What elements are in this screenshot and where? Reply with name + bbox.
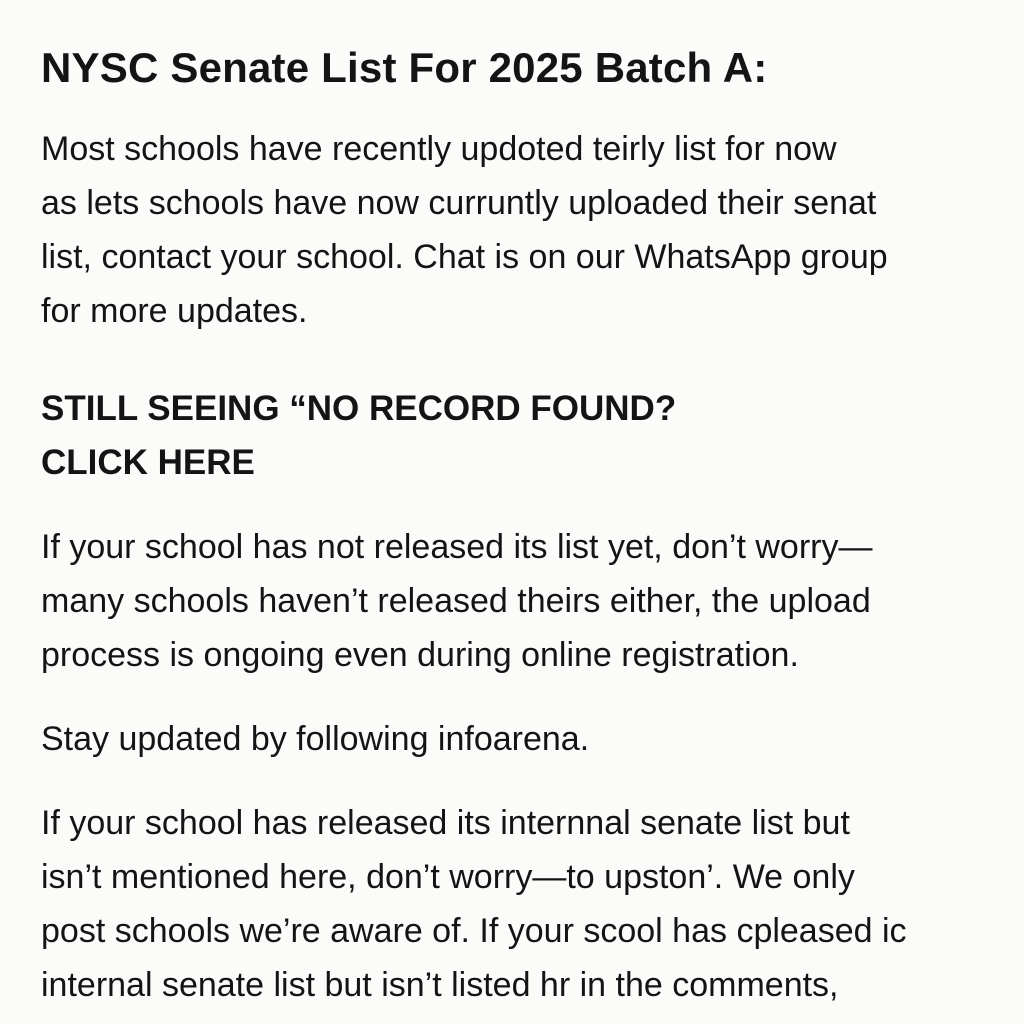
paragraph-line: If your school has released its internnal senate list but	[41, 804, 850, 842]
paragraph-line: internal senate list but isn’t listed hr in the comments,	[41, 966, 839, 1004]
click-here-link[interactable]: CLICK HERE	[41, 443, 255, 482]
intro-paragraph	[41, 122, 984, 338]
no-record-found-heading[interactable]	[41, 382, 984, 490]
no-record-found-text: STILL SEEING “NO RECORD FOUND?	[41, 389, 677, 428]
stay-updated-paragraph: Stay updated by following infoarena.	[41, 720, 590, 758]
intro-line: for more updates.	[41, 292, 308, 330]
paragraph-line: post schools we’re aware of. If your scool has cpleased ic	[41, 912, 907, 950]
paragraph-line: isn’t mentioned here, don’t worry—to upston’. We only	[41, 858, 855, 896]
intro-line: Most schools have recently updoted teirly list for now	[41, 130, 837, 168]
intro-line: list, contact your school. Chat is on our WhatsApp group	[41, 238, 888, 276]
paragraph-line: If your school has not released its list yet, don’t worry—	[41, 528, 873, 566]
intro-line: as lets schools have now curruntly uploaded their senat	[41, 184, 877, 222]
paragraph-line: process is ongoing even during online registration.	[41, 636, 799, 674]
paragraph-line: many schools haven’t released theirs either, the upload	[41, 582, 871, 620]
released-list-paragraph	[41, 796, 984, 1012]
article-title: NYSC Senate List For 2025 Batch A:	[41, 44, 768, 91]
unreleased-list-paragraph	[41, 520, 984, 682]
